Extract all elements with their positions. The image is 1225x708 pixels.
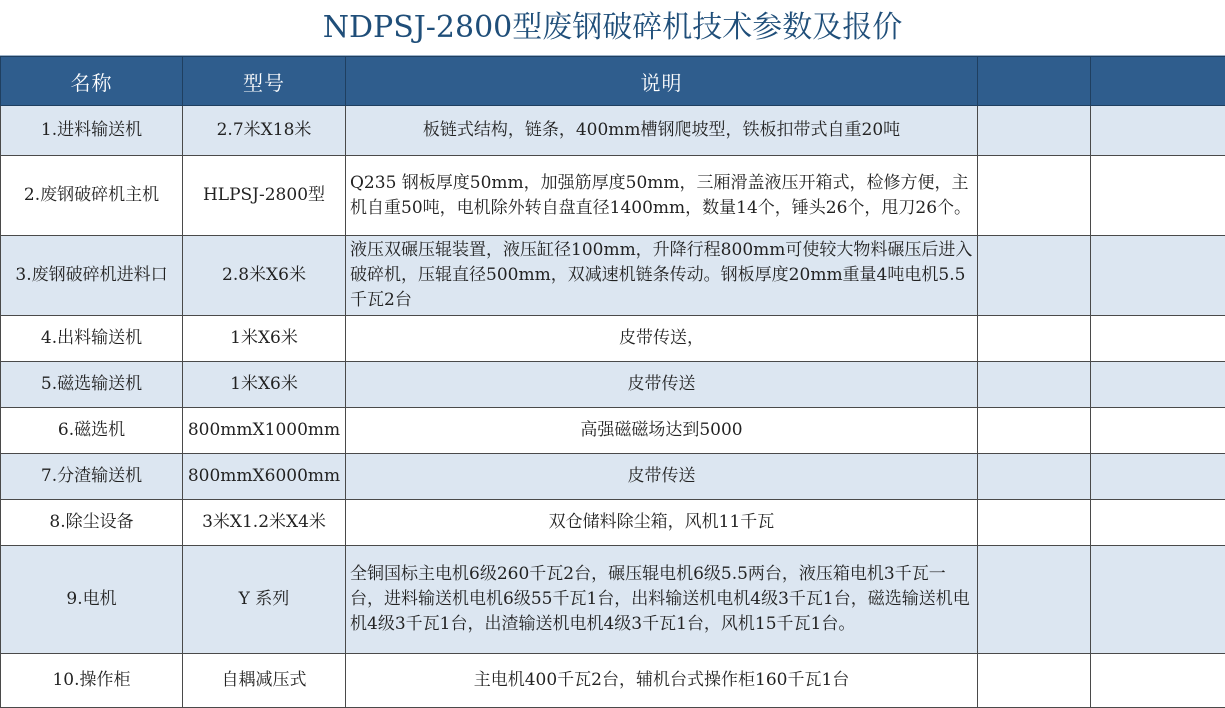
spec-table <box>0 56 1225 708</box>
table-row <box>1 316 1225 362</box>
cell-desc: 全铜国标主电机6级260千瓦2台，碾压辊电机6级5.5两台，液压箱电机3千瓦一台，进料输送机电机6级55千瓦1台，出料输送机电机4级3千瓦1台，磁选输送机电机4级3千瓦1台，出渣输送机电机4级3千瓦1台，风机15千瓦1台。 <box>346 546 978 654</box>
cell-desc: 高强磁磁场达到5000 <box>346 408 978 454</box>
cell-empty <box>1091 236 1225 316</box>
cell-desc: Q235 钢板厚度50mm，加强筋厚度50mm，三厢滑盖液压开箱式，检修方便，主机自重50吨，电机除外转自盘直径1400mm，数量14个，锤头26个，甩刀26个。 <box>346 156 978 236</box>
cell-name: 2.废钢破碎机主机 <box>1 156 183 236</box>
table-row <box>1 236 1225 316</box>
cell-empty <box>1091 546 1225 654</box>
cell-name: 5.磁选输送机 <box>1 362 183 408</box>
cell-name: 1.进料输送机 <box>1 106 183 156</box>
table-row <box>1 500 1225 546</box>
table-row <box>1 156 1225 236</box>
cell-model: 1米X6米 <box>183 362 346 408</box>
cell-empty <box>1091 106 1225 156</box>
table-row <box>1 454 1225 500</box>
cell-empty <box>978 454 1091 500</box>
cell-empty <box>1091 454 1225 500</box>
cell-empty <box>978 362 1091 408</box>
cell-empty <box>978 546 1091 654</box>
page-title: NDPSJ-2800型废钢破碎机技术参数及报价 <box>0 0 1225 56</box>
cell-empty <box>978 316 1091 362</box>
cell-empty <box>978 106 1091 156</box>
cell-empty <box>1091 654 1225 708</box>
cell-empty <box>978 156 1091 236</box>
table-row <box>1 408 1225 454</box>
table-row <box>1 546 1225 654</box>
cell-empty <box>978 236 1091 316</box>
cell-desc: 双仓储料除尘箱，风机11千瓦 <box>346 500 978 546</box>
cell-name: 10.操作柜 <box>1 654 183 708</box>
cell-empty <box>978 408 1091 454</box>
cell-name: 7.分渣输送机 <box>1 454 183 500</box>
cell-name: 8.除尘设备 <box>1 500 183 546</box>
cell-empty <box>1091 500 1225 546</box>
cell-model: 3米X1.2米X4米 <box>183 500 346 546</box>
cell-desc: 主电机400千瓦2台，辅机台式操作柜160千瓦1台 <box>346 654 978 708</box>
cell-model: 1米X6米 <box>183 316 346 362</box>
cell-empty <box>1091 408 1225 454</box>
cell-model: Y 系列 <box>183 546 346 654</box>
cell-desc: 皮带传送 <box>346 362 978 408</box>
cell-empty <box>978 654 1091 708</box>
cell-desc: 液压双碾压辊装置，液压缸径100mm，升降行程800mm可使较大物料碾压后进入破碎机，压辊直径500mm，双减速机链条传动。钢板厚度20mm重量4吨电机5.5千瓦2台 <box>346 236 978 316</box>
cell-model: 800mmX6000mm <box>183 454 346 500</box>
cell-model: 2.7米X18米 <box>183 106 346 156</box>
cell-name: 4.出料输送机 <box>1 316 183 362</box>
cell-name: 3.废钢破碎机进料口 <box>1 236 183 316</box>
cell-desc: 皮带传送， <box>346 316 978 362</box>
header-extra-1 <box>978 57 1091 106</box>
cell-empty <box>1091 156 1225 236</box>
cell-name: 6.磁选机 <box>1 408 183 454</box>
header-name: 名称 <box>1 57 183 106</box>
cell-desc: 皮带传送 <box>346 454 978 500</box>
table-row <box>1 654 1225 708</box>
header-model: 型号 <box>183 57 346 106</box>
table-row <box>1 362 1225 408</box>
cell-name: 9.电机 <box>1 546 183 654</box>
table-row <box>1 106 1225 156</box>
header-extra-2 <box>1091 57 1225 106</box>
cell-empty <box>1091 316 1225 362</box>
cell-model: 2.8米X6米 <box>183 236 346 316</box>
cell-model: 800mmX1000mm <box>183 408 346 454</box>
header-row <box>1 57 1225 106</box>
cell-model: HLPSJ-2800型 <box>183 156 346 236</box>
cell-empty <box>1091 362 1225 408</box>
header-desc: 说明 <box>346 57 978 106</box>
cell-desc: 板链式结构，链条，400mm槽钢爬坡型，铁板扣带式自重20吨 <box>346 106 978 156</box>
cell-empty <box>978 500 1091 546</box>
cell-model: 自耦减压式 <box>183 654 346 708</box>
